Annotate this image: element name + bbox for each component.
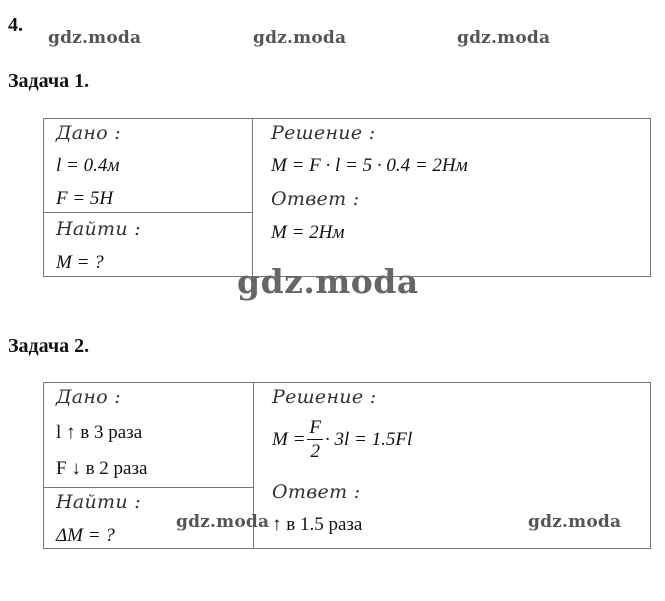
formula-lhs: M = — [272, 428, 306, 450]
watermark: gdz.moda — [457, 28, 551, 48]
task1-solution-label: Решение : — [271, 122, 376, 144]
task1-answer-label: Ответ : — [271, 188, 360, 210]
fraction-denominator: 2 — [310, 441, 320, 462]
task1-given-force: F = 5H — [56, 188, 114, 209]
fraction-numerator: F — [309, 417, 322, 438]
task2-solution-label: Решение : — [272, 386, 377, 408]
task2-answer-value: ↑ в 1.5 раза — [272, 514, 363, 535]
task1-find-label: Найти : — [56, 218, 141, 240]
task2-given-length: l ↑ в 3 раза — [56, 422, 143, 443]
exercise-number: 4. — [8, 14, 23, 36]
watermark: gdz.moda — [528, 512, 622, 532]
watermark: gdz.moda — [48, 28, 142, 48]
watermark-large: gdz.moda — [237, 262, 419, 301]
task2-find-value: ΔM = ? — [56, 525, 115, 546]
task1-find-value: M = ? — [56, 252, 104, 273]
task1-divider — [252, 118, 253, 277]
watermark: gdz.moda — [176, 512, 270, 532]
task1-given-label: Дано : — [56, 122, 121, 144]
task2-title: Задача 2. — [8, 335, 90, 357]
task1-answer-value: M = 2Hм — [271, 222, 345, 243]
task2-given-force: F ↓ в 2 раза — [56, 458, 148, 479]
task2-find-label: Найти : — [56, 491, 141, 513]
formula-rhs: · 3l = 1.5Fl — [325, 428, 413, 450]
task1-given-length: l = 0.4м — [56, 155, 120, 176]
task1-given-separator — [43, 212, 253, 213]
task2-solution-formula — [272, 418, 412, 461]
task1-title: Задача 1. — [8, 70, 90, 92]
watermark: gdz.moda — [253, 28, 347, 48]
task1-solution-formula: M = F · l = 5 · 0.4 = 2Hм — [271, 155, 468, 176]
task2-given-separator — [43, 487, 254, 488]
formula-fraction — [307, 418, 323, 461]
task2-given-label: Дано : — [56, 386, 121, 408]
task2-answer-label: Ответ : — [272, 481, 361, 503]
